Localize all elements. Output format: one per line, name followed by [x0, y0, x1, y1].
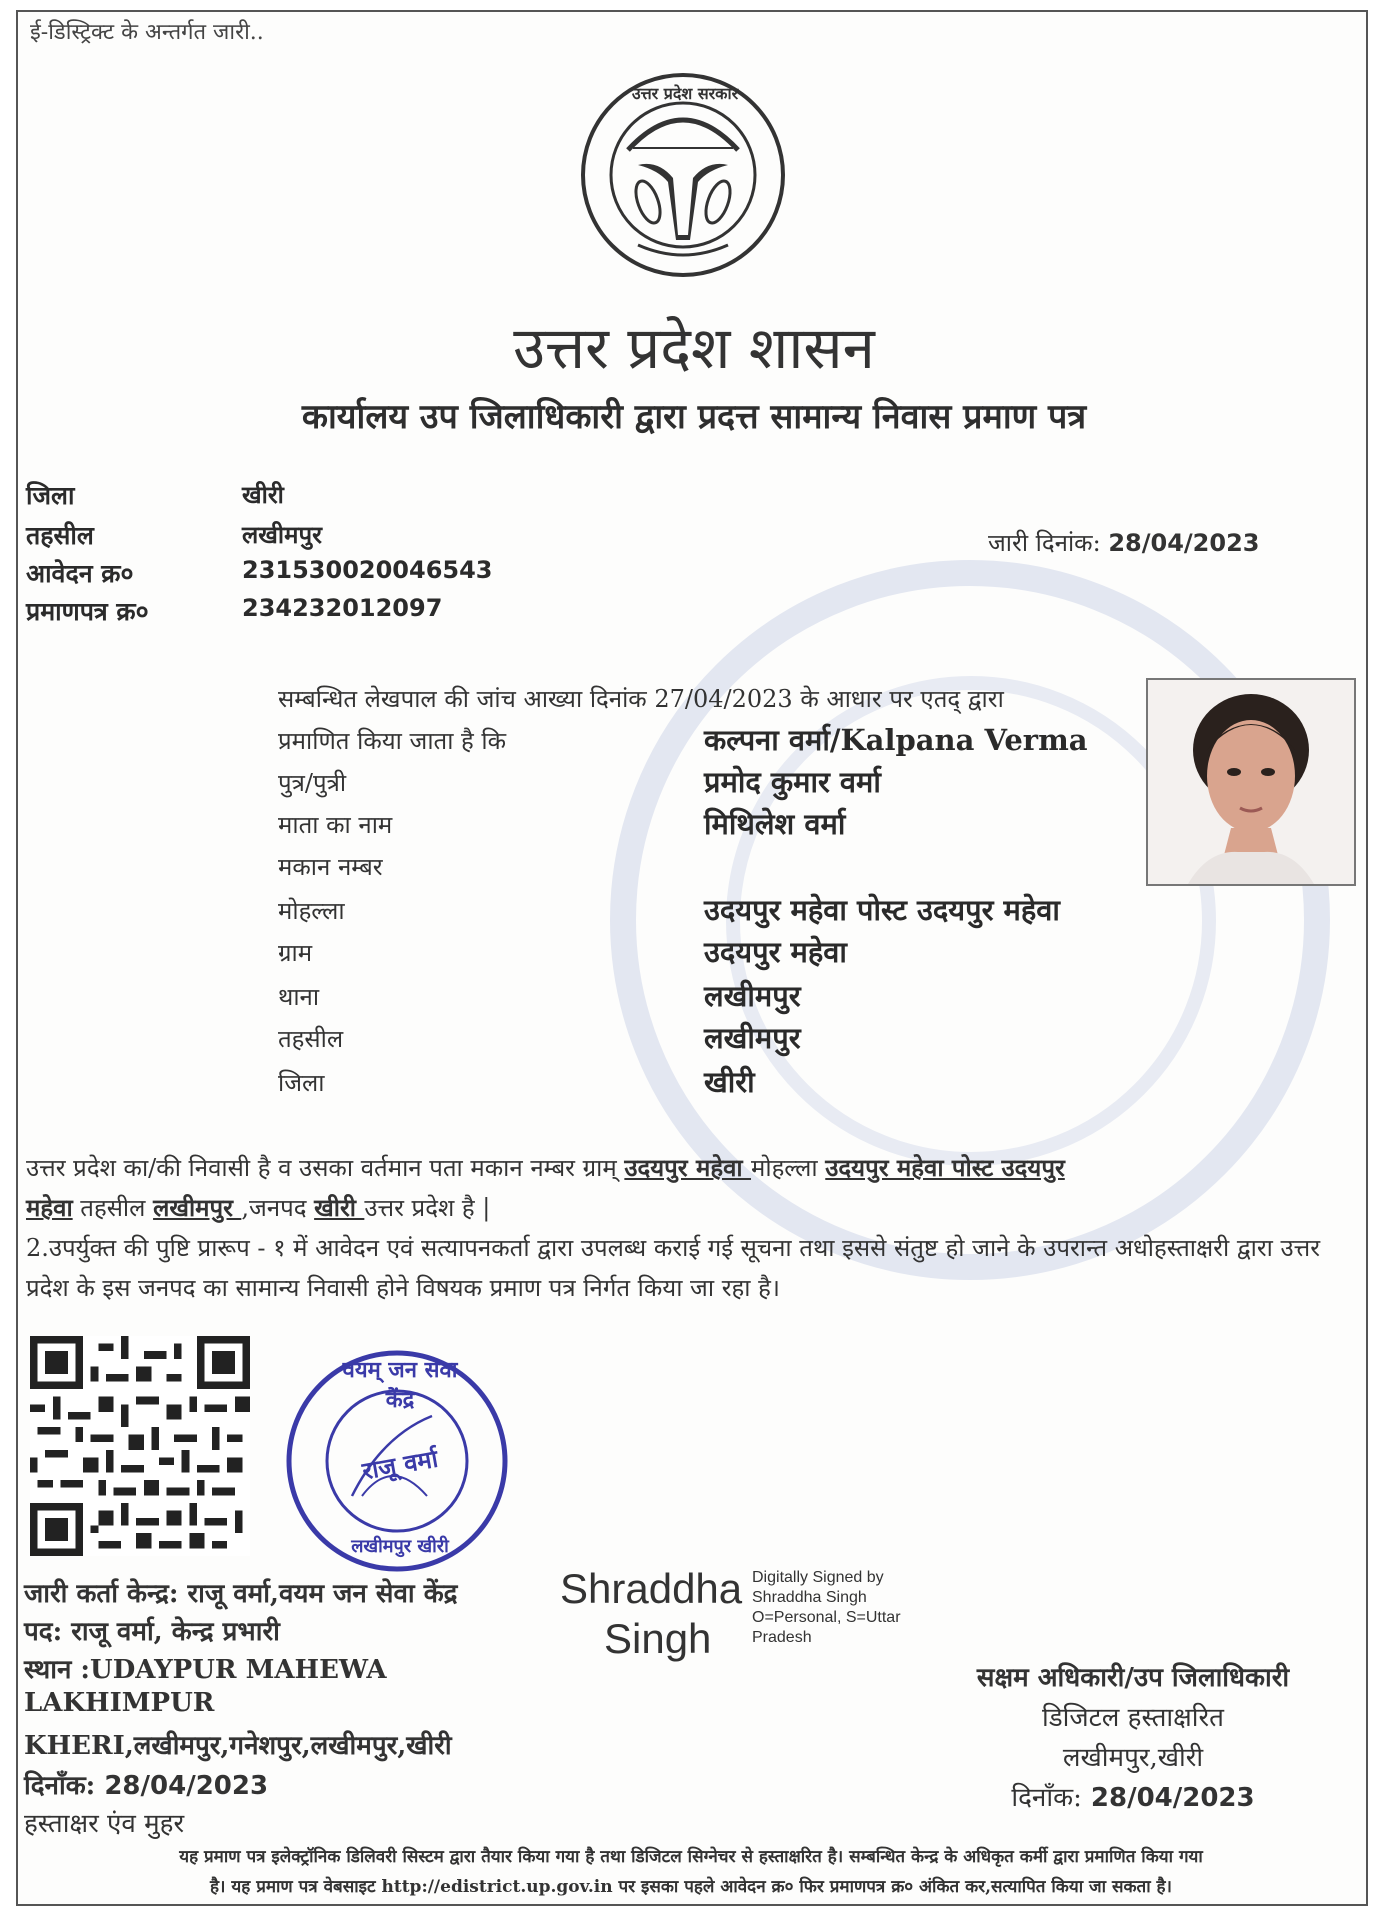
seal-bottom-text: लखीमपुर खीरी	[351, 1536, 449, 1557]
para1-village: उदयपुर महेवा	[624, 1153, 751, 1182]
digital-signature-name	[560, 1564, 742, 1664]
district-label: जिला	[26, 481, 75, 510]
authority-date	[918, 1778, 1348, 1814]
tehsil-label: तहसील	[26, 521, 94, 550]
qr-code	[30, 1336, 250, 1556]
para1-text: ,जनपद	[241, 1194, 315, 1222]
field-label: माता का नाम	[278, 811, 393, 839]
para1-tehsil: लखीमपुर	[153, 1193, 242, 1222]
field-label: तहसील	[278, 1025, 344, 1053]
authority-title: सक्षम अधिकारी/उप जिलाधिकारी	[976, 1663, 1290, 1693]
certificate-label: प्रमाणपत्र क्र०	[26, 597, 149, 626]
issuer-post: पद: राजू वर्मा, केन्द्र प्रभारी	[24, 1617, 280, 1647]
field-label: जिला	[278, 1069, 325, 1097]
intro-line: सम्बन्धित लेखपाल की जांच आख्या दिनांक 27/04/2023 के आधार पर एतद् द्वारा	[278, 685, 1004, 713]
field-value-village: उदयपुर महेवा	[704, 935, 847, 969]
authority-date-value: 28/04/2023	[1090, 1783, 1255, 1813]
field-label: थाना	[278, 983, 320, 1011]
issuer-place-cont: KHERI,लखीमपुर,गनेशपुर,लखीमपुर,खीरी	[24, 1731, 452, 1761]
verification-paragraph: 2.उपर्युक्त की पुष्टि प्रारूप - १ में आवेदन एवं सत्यापनकर्ता द्वारा उपलब्ध कराई गई सूचना तथा इससे संतुष्ट हो जाने के उपरान्त अधोहस्ताक्षरी द्वारा उत्तर प्रदेश के इस जनपद का सामान्य निवासी होने विषयक प्रमाण पत्र निर्गत किया जा रहा है।	[26, 1234, 1321, 1302]
field-value-mohalla: उदयपुर महेवा पोस्ट उदयपुर महेवा	[704, 893, 1060, 927]
authority-date-label: दिनाँक:	[1011, 1783, 1082, 1813]
field-value-police-station: लखीमपुर	[704, 979, 801, 1013]
field-value-tehsil: लखीमपुर	[704, 1021, 801, 1055]
field-label: मकान नम्बर	[278, 853, 383, 881]
signature-detail: Shraddha Singh	[752, 1589, 867, 1606]
seal-inner-text: राजू वर्मा	[359, 1443, 440, 1486]
emblem-text: उत्तर प्रदेश सरकार	[631, 84, 739, 103]
para1-mohalla: उदयपुर महेवा पोस्ट उदयपुर	[825, 1153, 1065, 1182]
digital-signature-details	[752, 1568, 952, 1648]
issue-date-value: 28/04/2023	[1108, 529, 1260, 557]
field-label: प्रमाणित किया जाता है कि	[278, 727, 507, 755]
field-value-mother: मिथिलेश वर्मा	[704, 807, 846, 841]
para1-mohalla-cont: महेवा	[26, 1193, 73, 1222]
field-value-name: कल्पना वर्मा/Kalpana Verma	[704, 723, 1088, 757]
applicant-photo	[1146, 678, 1356, 886]
issue-date-label: जारी दिनांक:	[988, 529, 1101, 557]
signature-detail: Pradesh	[752, 1629, 812, 1646]
issuer-place: स्थान :UDAYPUR MAHEWA	[24, 1655, 387, 1685]
field-label: पुत्र/पुत्री	[278, 769, 347, 797]
authority-digital: डिजिटल हस्ताक्षरित	[1042, 1703, 1224, 1733]
footer-note	[26, 1842, 1356, 1902]
digital-signature-last: Singh	[604, 1615, 712, 1662]
para1-text: उत्तर प्रदेश का/की निवासी है व उसका वर्तमान पता मकान नम्बर ग्राम्	[26, 1154, 625, 1182]
seal-outer-text: वयम् जन सेवा केंद्र	[342, 1357, 458, 1413]
page-subtitle: कार्यालय उप जिलाधिकारी द्वारा प्रदत्त सामान्य निवास प्रमाण पत्र	[301, 397, 1087, 437]
issuer-sign-label: हस्ताक्षर एंव मुहर	[24, 1809, 185, 1839]
application-number: 231530020046543	[242, 556, 493, 584]
signature-detail: Digitally Signed by	[752, 1569, 884, 1586]
top-note: ई-डिस्ट्रिक्ट के अन्तर्गत जारी..	[30, 20, 264, 45]
para1-district: खीरी	[314, 1193, 365, 1222]
residence-paragraph	[26, 1148, 1326, 1228]
field-value-district: खीरी	[704, 1065, 755, 1099]
issuer-date-label: दिनाँक:	[24, 1771, 96, 1801]
para1-text: तहसील	[72, 1194, 154, 1222]
para1-text: मोहल्ला	[751, 1154, 826, 1182]
certificate-number: 234232012097	[242, 594, 443, 622]
issuer-center: जारी कर्ता केन्द्र: राजू वर्मा,वयम जन सेवा केंद्र	[24, 1579, 458, 1609]
footer-line: है। यह प्रमाण पत्र वेबसाइट http://edistrict.up.gov.in पर इसका पहले आवेदन क्र० फिर प्रमाणपत्र क्र० अंकित कर,सत्यापित किया जा सकता है।	[210, 1877, 1172, 1897]
tehsil-value: लखीमपुर	[242, 520, 322, 549]
issue-date	[988, 526, 1259, 559]
para1-text: उत्तर प्रदेश है |	[364, 1194, 491, 1222]
authority-place: लखीमपुर,खीरी	[1062, 1743, 1204, 1773]
footer-line: यह प्रमाण पत्र इलेक्ट्रॉनिक डिलिवरी सिस्टम द्वारा तैयार किया गया है तथा डिजिटल सिग्नेचर से हस्ताक्षरित है। सम्बन्धित केन्द्र के अधिकृत कर्मी द्वारा प्रमाणित किया गया	[179, 1847, 1203, 1867]
page-title: उत्तर प्रदेश शासन	[513, 314, 875, 382]
person-photo-icon	[1148, 680, 1354, 884]
digital-signature-first: Shraddha	[560, 1565, 743, 1612]
issuer-date	[24, 1766, 268, 1802]
district-value: खीरी	[242, 480, 284, 509]
issuer-place-cont: LAKHIMPUR	[24, 1688, 215, 1718]
field-label: मोहल्ला	[278, 897, 345, 925]
signature-detail: O=Personal, S=Uttar	[752, 1609, 901, 1626]
issuer-date-value: 28/04/2023	[104, 1771, 269, 1801]
application-label: आवेदन क्र०	[26, 559, 134, 588]
field-label: ग्राम	[278, 939, 313, 967]
field-value-father: प्रमोद कुमार वर्मा	[704, 765, 881, 799]
